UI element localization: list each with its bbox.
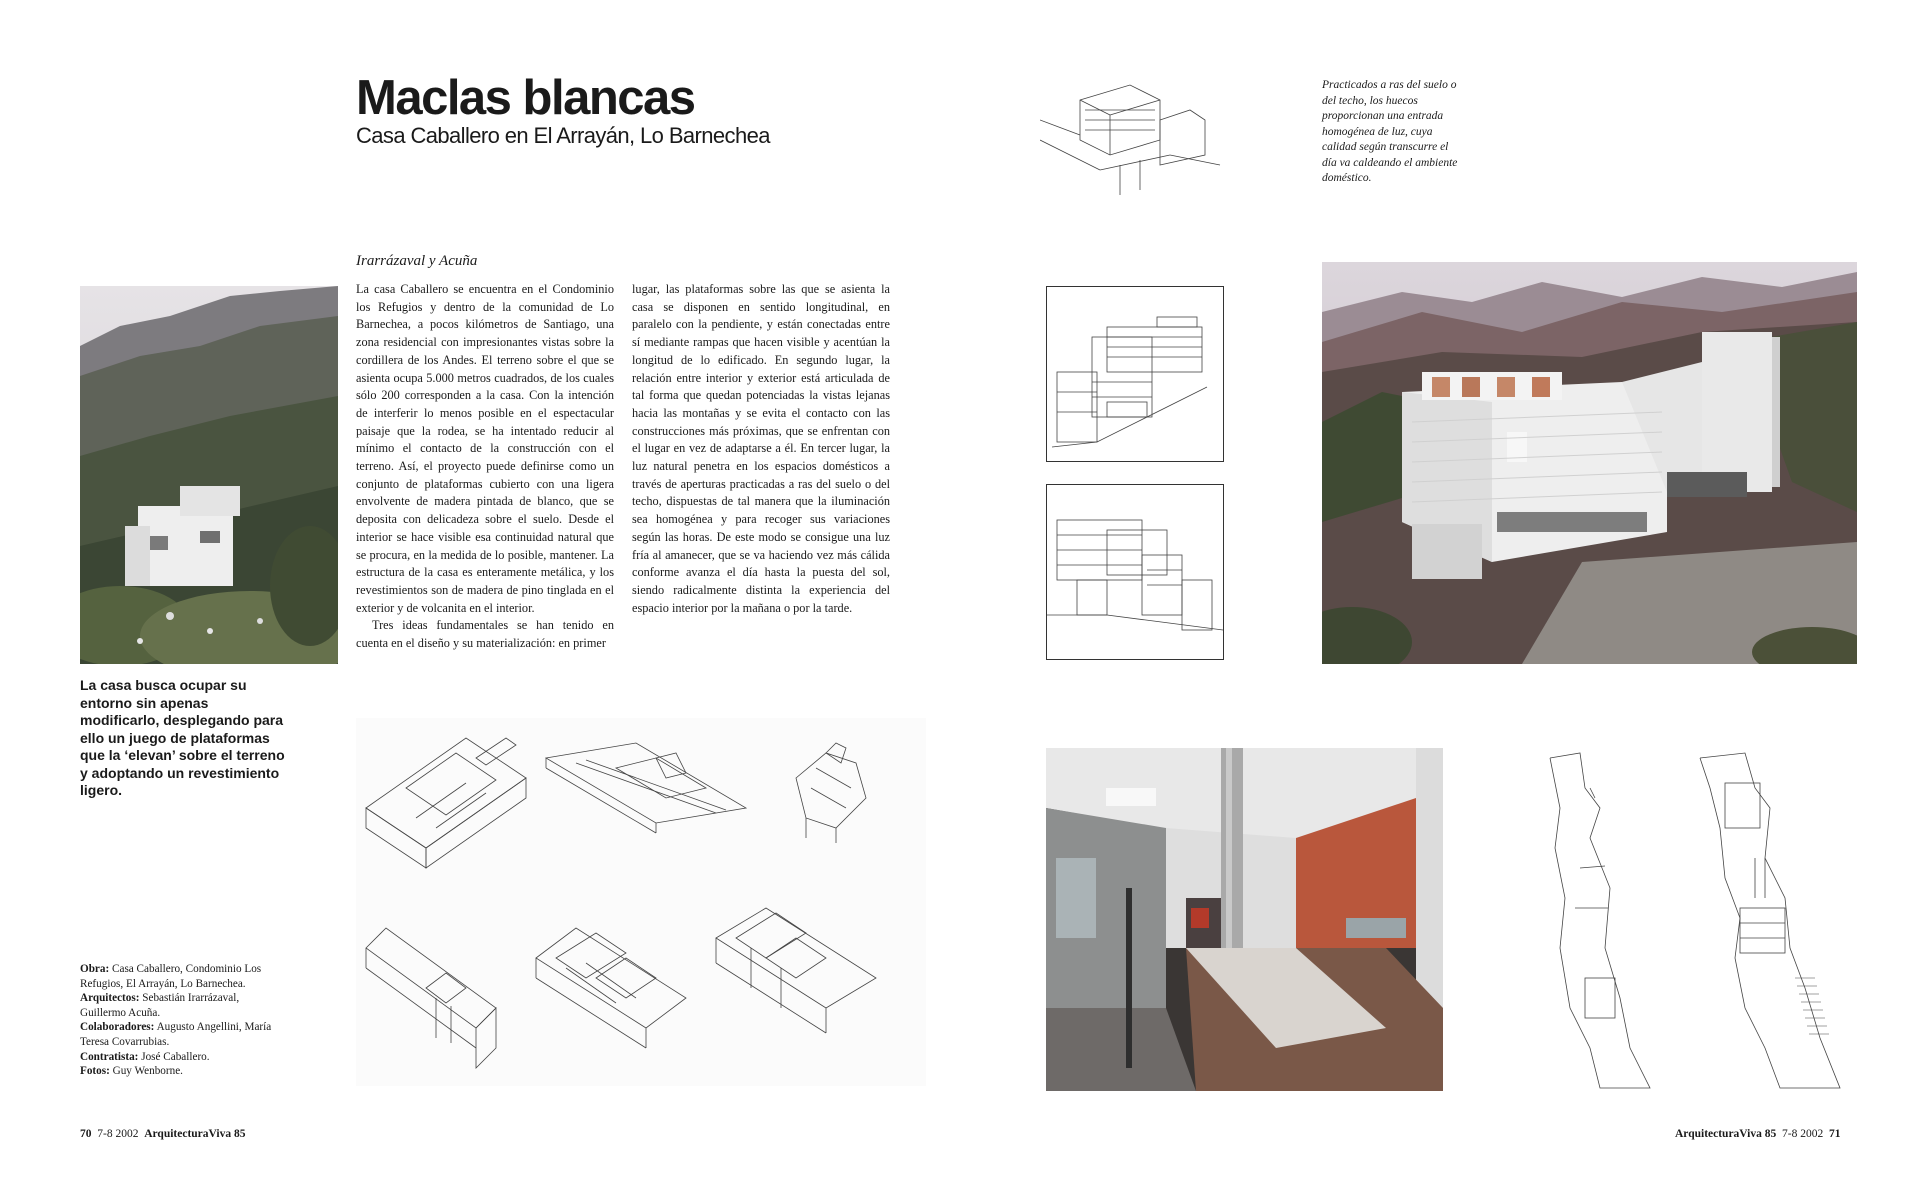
article-title: Maclas blancas <box>356 71 695 125</box>
body-continuation-placeholder: lugar, las plataformas sobre las que se asienta la casa se disponen en sentido longitudinal, en paralelo con la pendiente, y están conectadas entre sí mediante rampas que hacen visible y acentúan la longitud de lo edificado. En segundo lugar, la relación entre interior y exterior está articulada de tal forma que quedan potenciadas la vistas lejanas hacia las montañas y se evita el contacto con las construcciones más próximas, que se enfrentan con el lugar en vez de adaptarse a él. En tercer lugar, la luz natural penetra en los espacios domésticos a través de aperturas practicadas a ras del suelo o del techo, dispuestas de tal manera que la iluminación sea homogénea y para recoger sus variaciones según las horas. De este modo se consigue una luz fría al amanecer, que se va haciendo vez más cálida conforme avanza el día hasta la puesta del sol, siendo radicalmente distinta la experiencia del espacio interior por la mañana o por la tarde. <box>632 282 890 615</box>
exterior-photo-hillside <box>80 286 338 664</box>
body-paragraph-1: La casa Caballero se encuentra en el Condominio los Refugios y dentro de la comunidad de Lo Barnechea, a pocos kilómetros de Santiago, una zona residencial con impresionantes vistas sobre la cordillera de los Andes. El terreno sobre el que se asienta ocupa 5.000 metros cuadrados, de los cuales sólo 200 corresponden a la casa. Con la intención de interferir lo menos posible en el espectacular paisaje que la rodea, se ha intentado reducir al mínimo el contacto de la construcción con el terreno. Así, el proyecto puede definirse como un conjunto de plataformas cubierto con una ligera envolvente de madera pintada de blanco, que se deposita con delicadeza sobre el suelo. Desde el interior se hace visible esa continuidad natural que se procura, en la medida de lo posible, mantener. La estructura de la casa es enteramente metálica, y los revestimientos son de madera de pino tinglada en el exterior y de volcanita en el interior. <box>356 282 614 615</box>
project-credits <box>80 962 280 1079</box>
elevation-drawing-2 <box>1046 484 1224 660</box>
axonometric-small-top <box>1040 80 1240 200</box>
body-column-2 <box>632 281 890 617</box>
interior-photo <box>1046 748 1443 1091</box>
photo-caption: Practicados a ras del suelo o del techo, los huecos proporcionan una entrada homogénea de luz, cuya calidad según transcurre el día va caldeando el ambiente doméstico. <box>1322 79 1458 184</box>
folio-left: 70 7-8 2002 ArquitecturaViva 85 <box>80 1128 246 1140</box>
body-column-1 <box>356 281 614 653</box>
article-authors: Irarrázaval y Acuña <box>356 253 478 269</box>
elevation-drawing-1 <box>1046 286 1224 462</box>
credit-obra: Obra: Casa Caballero, Condominio Los Refugios, El Arrayán, Lo Barnechea. <box>80 963 262 990</box>
floor-plan-upper <box>1700 753 1840 1088</box>
credit-contratista: Contratista: José Caballero. <box>80 1050 210 1063</box>
credit-fotos: Fotos: Guy Wenborne. <box>80 1065 183 1078</box>
folio-right: ArquitecturaViva 85 7-8 2002 71 <box>1675 1128 1841 1140</box>
pull-quote: La casa busca ocupar su entorno sin apenas modificarlo, desplegando para ello un juego de plataformas que la ‘elevan’ sobre el terreno y adoptando un revestimiento ligero. <box>80 677 285 798</box>
credit-arquitectos: Arquitectos: Sebastián Irarrázaval, Guillermo Acuña. <box>80 992 240 1019</box>
floor-plans <box>1540 748 1860 1093</box>
axonometric-drawings-group <box>356 718 926 1086</box>
floor-plan-lower <box>1550 753 1650 1088</box>
exterior-photo-main <box>1322 262 1857 664</box>
article-subtitle: Casa Caballero en El Arrayán, Lo Barnechea <box>356 123 770 148</box>
body-paragraph-2: Tres ideas fundamentales se han tenido en cuenta en el diseño y su materialización: en primer <box>356 618 614 651</box>
credit-colaboradores: Colaboradores: Augusto Angellini, María Teresa Covarrubias. <box>80 1021 272 1048</box>
